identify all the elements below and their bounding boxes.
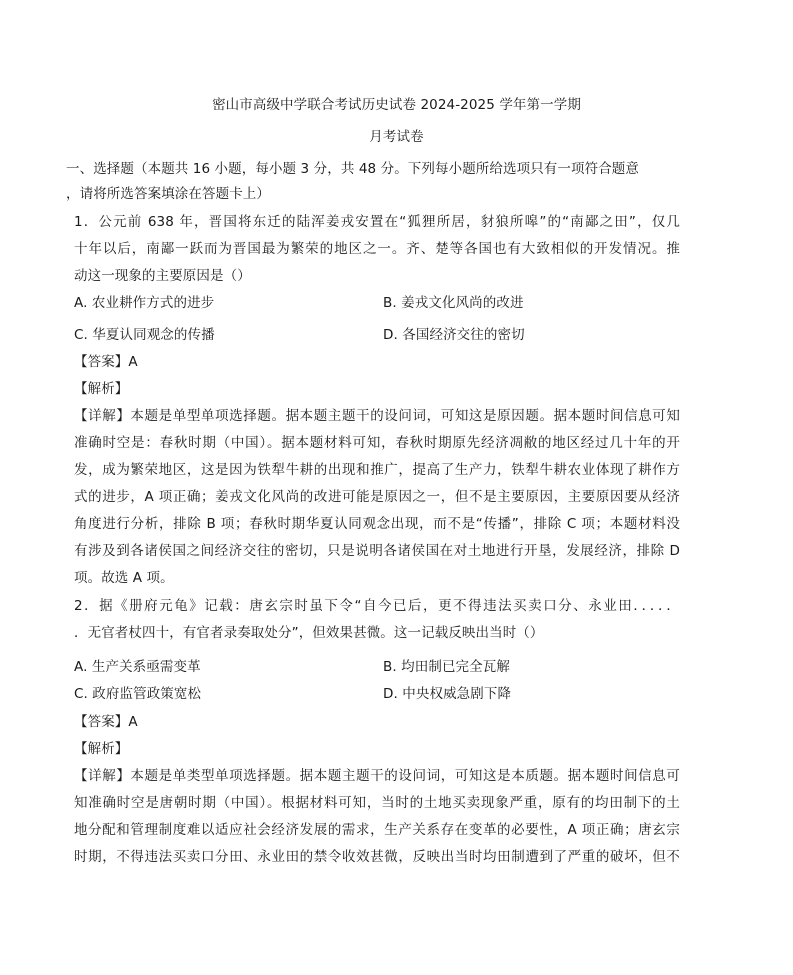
q1-analysis-heading: 【解析】 bbox=[74, 381, 129, 397]
q1-detail-line-3: 发，成为繁荣地区，这是因为铁犁牛耕的出现和推广，提高了生产力，铁犁牛耕农业体现了耕作方 bbox=[74, 462, 680, 478]
q1-stem-line-3: 动这一现象的主要原因是（） bbox=[74, 268, 251, 284]
q1-option-b: B. 姜戎文化风尚的改进 bbox=[383, 295, 524, 311]
exam-subtitle: 月考试卷 bbox=[369, 129, 424, 145]
q1-answer: 【答案】A bbox=[74, 354, 138, 370]
q2-stem-line-2: ．无官者杖四十，有官者录奏取处分”，但效果甚微。这一记载反映出当时（） bbox=[74, 625, 544, 641]
q2-detail-line-2: 知准确时空是唐朝时期（中国）。根据材料可知，当时的土地买卖现象严重，原有的均田制下的土 bbox=[74, 795, 680, 811]
q1-option-c: C. 华夏认同观念的传播 bbox=[74, 327, 215, 343]
exam-title: 密山市高级中学联合考试历史试卷 2024-2025 学年第一学期 bbox=[212, 97, 581, 113]
q1-detail-line-1: 【详解】本题是单型单项选择题。据本题主题干的设问词，可知这是原因题。据本题时间信息可知 bbox=[74, 408, 680, 424]
q2-detail-line-3: 地分配和管理制度难以适应社会经济发展的需求，生产关系存在变革的必要性，A 项正确；唐玄宗 bbox=[74, 822, 680, 838]
q1-detail-line-6: 有涉及到各诸侯国之间经济交往的密切，只是说明各诸侯国在对土地进行开垦，发展经济，排除 D bbox=[74, 543, 680, 559]
q1-detail-line-5: 角度进行分析，排除 B 项；春秋时期华夏认同观念出现，而不是“传播”，排除 C 项；本题材料没 bbox=[74, 516, 680, 532]
q1-option-a: A. 农业耕作方式的进步 bbox=[74, 295, 215, 311]
q2-detail-line-4: 时期，不得违法买卖口分田、永业田的禁令收效甚微，反映出当时均田制遭到了严重的破坏，但不 bbox=[74, 849, 680, 865]
q2-option-c: C. 政府监管政策宽松 bbox=[74, 686, 202, 702]
q2-option-a: A. 生产关系亟需变革 bbox=[74, 659, 201, 675]
q1-detail-line-7: 项。故选 A 项。 bbox=[74, 570, 174, 586]
q1-stem-line-1: 1．公元前 638 年，晋国将东迁的陆浑姜戎安置在“狐狸所居，豺狼所嗥”的“南鄙之田”，仅几 bbox=[74, 214, 680, 230]
q2-analysis-heading: 【解析】 bbox=[74, 741, 129, 757]
q2-option-d: D. 中央权威急剧下降 bbox=[383, 686, 512, 702]
q1-detail-line-2: 准确时空是：春秋时期（中国）。据本题材料可知，春秋时期原先经济凋敝的地区经过几十年的开 bbox=[74, 435, 680, 451]
q1-option-d: D. 各国经济交往的密切 bbox=[383, 327, 525, 343]
q2-answer: 【答案】A bbox=[74, 714, 138, 730]
q1-stem-line-2: 十年以后，南鄙一跃而为晋国最为繁荣的地区之一。齐、楚等各国也有大致相似的开发情况。推 bbox=[74, 241, 680, 257]
q2-detail-line-1: 【详解】本题是单类型单项选择题。据本题主题干的设问词，可知这是本质题。据本题时间信息可 bbox=[74, 768, 680, 784]
q2-option-b: B. 均田制已完全瓦解 bbox=[383, 659, 510, 675]
q1-detail-line-4: 式的进步，A 项正确；姜戎文化风尚的改进可能是原因之一，但不是主要原因，主要原因要从经济 bbox=[74, 489, 680, 505]
section-heading-line-1: 一、选择题（本题共 16 小题，每小题 3 分，共 48 分。下列每小题所给选项只有一项符合题意 bbox=[66, 161, 639, 177]
q2-stem-line-1: 2．据《册府元龟》记载：唐玄宗时虽下令“自今已后，更不得违法买卖口分、永业田．．．．． bbox=[74, 598, 680, 614]
section-heading-line-2: ，请将所选答案填涂在答题卡上） bbox=[66, 186, 270, 202]
